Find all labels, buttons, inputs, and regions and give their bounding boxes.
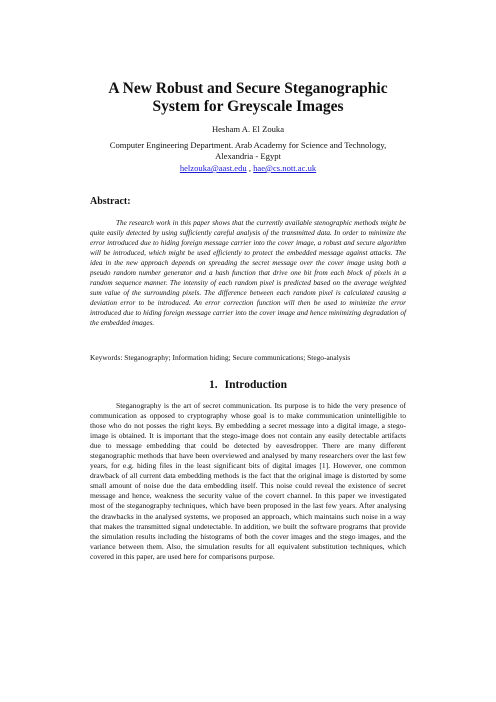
section-title: Introduction <box>224 379 288 391</box>
author-name: Hesham A. El Zouka <box>211 124 285 134</box>
author-emails <box>0 163 496 174</box>
title-line-2: System for Greyscale Images <box>152 98 344 115</box>
affiliation-line-1: Computer Engineering Department. Arab Academy for Science and Technology, <box>109 140 387 150</box>
section-number: 1. <box>208 379 218 391</box>
keywords: Keywords: Steganography; Information hiding; Secure communications; Stego-analysis <box>90 353 351 362</box>
affiliation <box>60 140 436 162</box>
introduction-body: Steganography is the art of secret communication. Its purpose is to hide the very presence of communication as opposed to cryptography whose goal is to make communication unintelligible to those who do not posses the right keys. By embedding a secret message into a digital image, a stego-image is obtained. It is important that the stego-image does not contain any easily detectable artifacts due to message embedding that could be detected by eavesdropper. There are many different steganographic methods that have been overviewed and analysed by many researchers over the last few years, for e.g. hiding files in the least significant bits of digital images [1]. However, one common drawback of all current data embedding methods is the fact that the original image is distorted by some small amount of noise due the data embedding itself. This noise could reveal the existence of secret message and hence, weakness the security value of the covert channel. In this paper we investigated most of the steganography techniques, which have been proposed in the last few years. After analysing the drawbacks in the analysed systems, we proposed an approach, which maintains such noise in a way that makes the transmitted signal undetectable. In addition, we built the software programs that provide the simulation results including the histograms of both the cover images and the stego images, and the variance between them. Also, the simulation results for all equivalent substitution techniques, which covered in this paper, are used here for comparisons purpose. <box>90 401 406 561</box>
title-line-1: A New Robust and Secure Steganographic <box>108 80 388 97</box>
affiliation-line-2: Alexandria - Egypt <box>215 151 281 161</box>
email-link-aast[interactable]: helzouka@aast.edu <box>179 163 247 173</box>
section-heading-introduction <box>0 379 496 391</box>
abstract-body: The research work in this paper shows that the currently available stenographic methods might be quite easily detected by using sufficiently careful analysis of the transmitted data. In order to minimize the error introduced due to hiding foreign message carrier into the cover image, a robust and secure algorithm will be introduced, which might be used efficiently to protect the embedded message against attacks. The idea in the new approach depends on spreading the secret message over the cover image using both a pseudo random number generator and a hash function that drive one bit from each block of pixels in a random sequence manner. The intensity of each random pixel is predicted based on the average weighted sum value of the surrounding pixels. The difference between each random pixel is calculated causing a deviation error to be introduced. An error correction function will then be used to minimize the error introduced due to hiding foreign message carrier into the cover image and hence minimizing degradation of the embedded images. <box>90 219 406 328</box>
email-link-nott[interactable]: hae@cs.nott.ac.uk <box>253 163 317 173</box>
abstract-heading: Abstract: <box>90 196 131 207</box>
paper-title <box>60 80 436 116</box>
email-separator: , <box>246 163 254 173</box>
